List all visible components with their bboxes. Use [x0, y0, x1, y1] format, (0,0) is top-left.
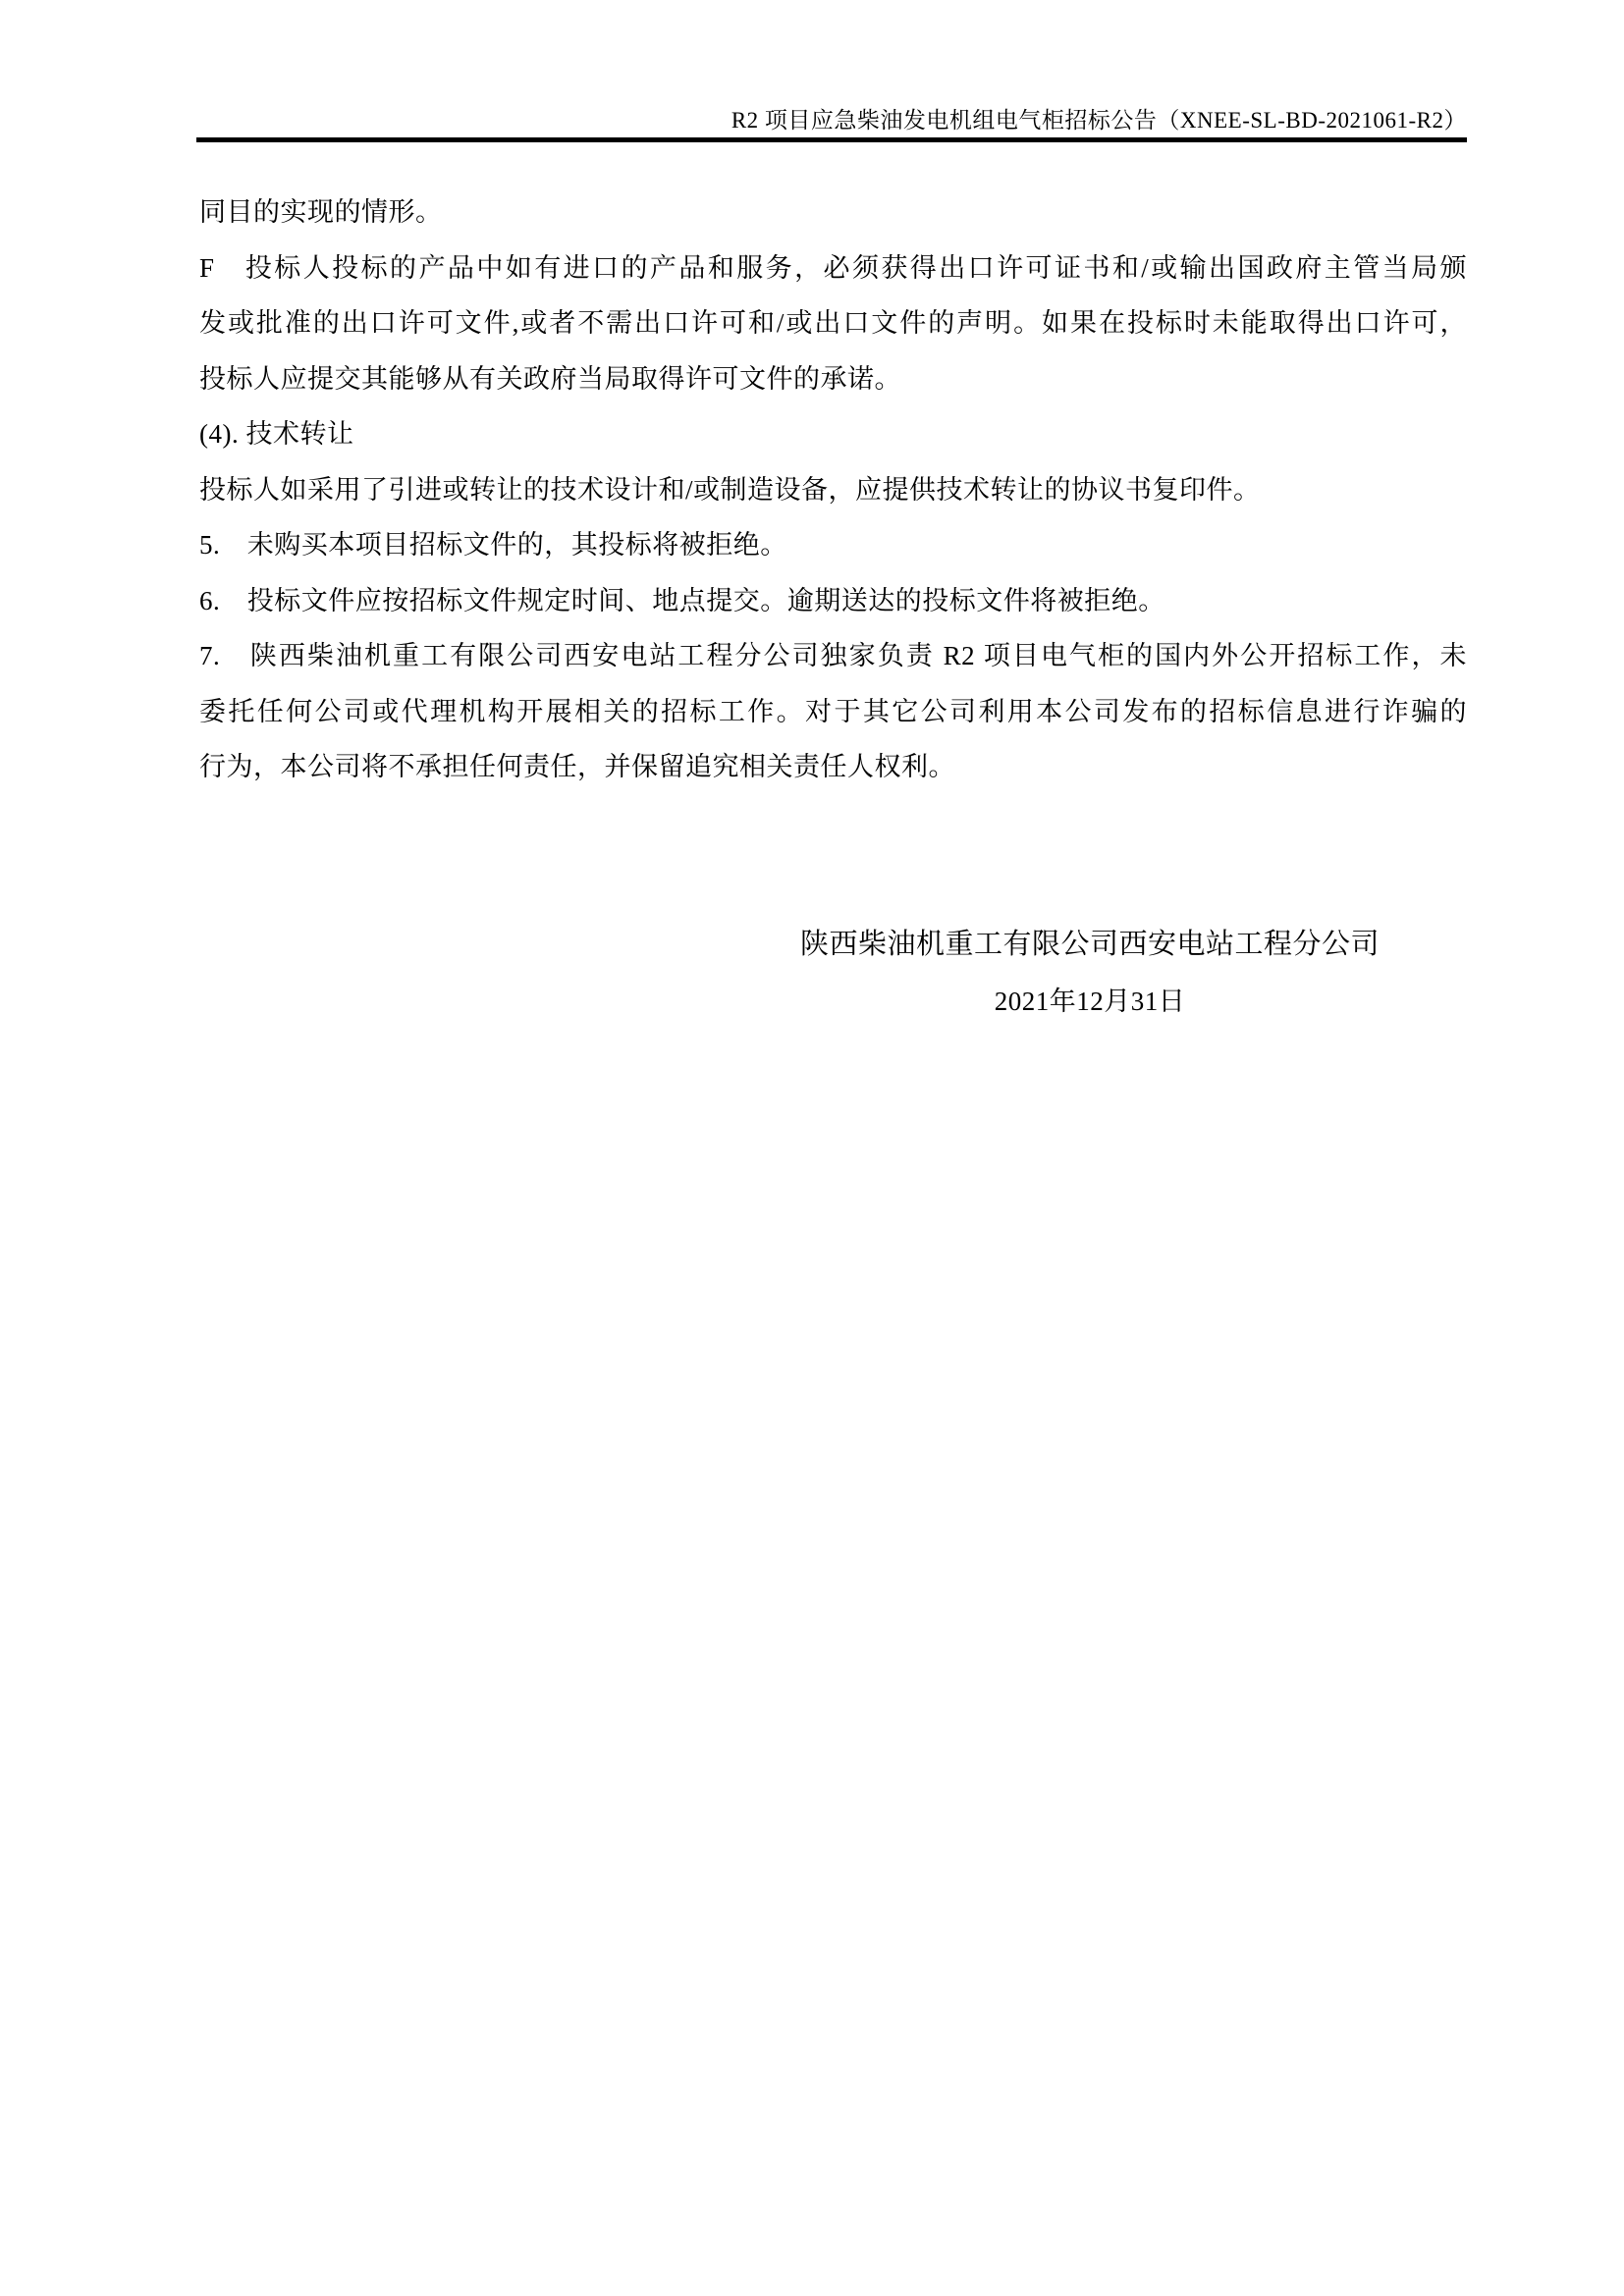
text-line: 行为，本公司将不承担任何责任，并保留追究相关责任人权利。: [199, 752, 955, 781]
text-line: (4). 技术转让: [199, 419, 354, 449]
text-line: 投标人如采用了引进或转让的技术设计和/或制造设备，应提供技术转让的协议书复印件。: [199, 474, 1261, 505]
body-text: [199, 185, 1467, 795]
text-line: 6. 投标文件应按招标文件规定时间、地点提交。逾期送达的投标文件将被拒绝。: [199, 585, 1165, 615]
text-line: 5. 未购买本项目招标文件的，其投标将被拒绝。: [199, 530, 787, 560]
text-line: F 投标人投标的产品中如有进口的产品和服务，必须获得出口许可证书和/或输出国政府主管当局颁: [199, 252, 1467, 283]
page-header-title: R2 项目应急柴油发电机组电气柜招标公告（XNEE-SL-BD-2021061-R2）: [731, 108, 1467, 133]
signature-company: 陕西柴油机重工有限公司西安电站工程分公司: [799, 929, 1380, 960]
signature-date: 2021年12月31日: [994, 987, 1186, 1016]
text-line: 同目的实现的情形。: [199, 197, 443, 227]
text-line: 发或批准的出口许可文件,或者不需出口许可和/或出口文件的声明。如果在投标时未能取得出口许可，: [199, 308, 1467, 338]
header-rule: [196, 137, 1467, 142]
text-line: 投标人应提交其能够从有关政府当局取得许可文件的承诺。: [199, 363, 901, 394]
text-line: 7. 陕西柴油机重工有限公司西安电站工程分公司独家负责 R2 项目电气柜的国内外公开招标工作，未: [199, 641, 1467, 670]
text-line: 委托任何公司或代理机构开展相关的招标工作。对于其它公司利用本公司发布的招标信息进行诈骗的: [199, 696, 1467, 726]
